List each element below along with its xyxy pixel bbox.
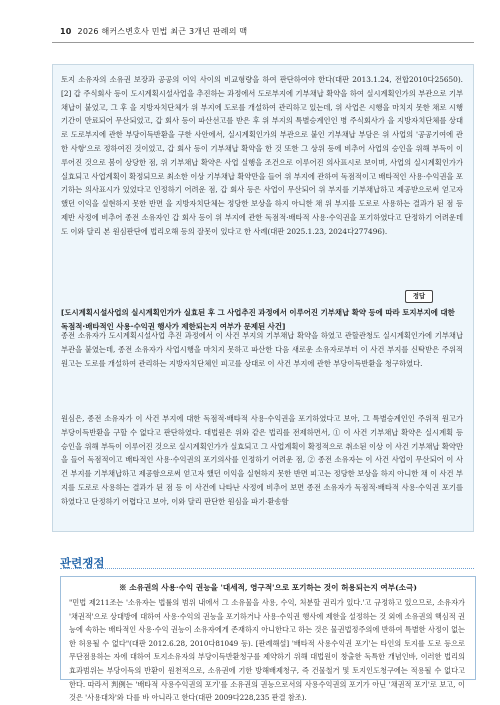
related-issue-box: [60, 576, 476, 703]
header-rule: [52, 42, 474, 43]
related-issue-body: "민법 제211조는 '소유자는 법률의 범위 내에서 그 소유물을 사용, 수익, 처분할 권리가 있다.'고 규정하고 있으므로, 소유자가 '채권적'으로 상대방에 대하여 사용·수익의 권능을 포기하거나 사용·수익권 행사에 제한을 설정하는 것 외에 소유권의 핵심적 권능에 속하는 배타적인 사용·수익 권능이 소유자에게 존재하지 아니한다고 하는 것은 물권법정주의에 반하여 특별한 사정이 없는 한 허용될 수 없다"(대판 2012.6.28, 2010다81049 등). [판례해설] '배타적 사용수익권 포기'는 타인의 토지를 도로 등으로 무단점용하는 자에 대하여 토지소유자의 부당이득반환청구를 제약하기 위해 대법원이 창출한 독특한 개념인바, 이러한 법리의 효과범위는 부당이득의 반환이 원천적으로, 소유권에 기한 방해배제청구, 즉 건물철거 및 토지인도청구에는 적용될 수 없다고 한다. 따라서 判例는 '배타적 사용수익권의 포기'를 소유권의 권능으로서의 사용수익권의 포기가 아닌 '채권적 포기'로 보고, 이것은 '사용대차'와 다를 바 아니라고 한다(대판 2009다228,235 판결 참조).: [69, 598, 465, 703]
answer-badge: 정답: [405, 290, 433, 303]
case-box: [52, 64, 474, 532]
running-header: [60, 26, 247, 37]
section-rule: [60, 568, 474, 569]
case-paragraph-3: 원심은, 종전 소유자가 이 사건 부지에 대한 독점적·배타적 사용·수익권을 포기하였다고 보아, 그 특별승계인인 주위적 원고가 부당이득반환을 구할 수 없다고 판단하였다. 대법원은 위와 같은 법리를 전제하면서, ① 이 사건 기부채납 확약은 실시계획 등 승인을 위해 부득이 이루어진 것으로 실시계획인가가 실효되고 그 사업계획이 확정적으로 취소된 이상 이 사건 기부채납 확약만을 들어 독점적이고 배타적인 사용·수익권의 포기의사를 인정하기 어려운 점, ② 종전 소유자는 이 사건 사업이 무산되어 이 사건 부지를 기부채납하고 제공함으로써 얻고자 했던 이익을 실현하지 못한 반면 피고는 정당한 보상을 하지 아니한 채 이 사건 부지를 도로로 사용하는 결과가 된 점 등 이 사건에 나타난 사정에 비추어 보면 종전 소유자가 독점적·배타적 사용·수익권 포기를 하였다고 단정하기 어렵다고 보아, 이와 달리 판단한 원심을 파기·환송함: [61, 414, 463, 506]
page-number: 10: [60, 27, 72, 36]
section-title: 관련쟁점: [60, 556, 105, 570]
related-issue-title: ※ 소유권의 사용·수익 권능을 '대세적, 영구적'으로 포기하는 것이 허용되는지 여부(소극): [119, 583, 417, 592]
case-heading: [도시계획시설사업의 실시계획인가가 실효된 후 그 사업추진 과정에서 이루어진 기부채납 확약 등에 따라 토지부지에 대한 독점적·배타적인 사용·수익권 행사가 제한되는지 여부가 문제된 사건]: [61, 308, 455, 331]
case-paragraph-1: 토지 소유자의 소유권 보장과 공공의 이익 사이의 비교형량을 하여 판단하여야 한다(대판 2013.1.24, 전합2010다25650). [2] 갑 주식회사 등이 도시계획시설사업을 추진하는 과정에서 도로부지에 기부채납 확약을 하여 실시계획인가의 부관으로 기부채납이 붙었고, 그 후 을 지방자치단체가 위 부지에 도로를 개설하여 관리하고 있는데, 위 사업은 시행을 마치지 못한 채로 시행 기간이 만료되어 무산되었고, 갑 회사 등이 파산선고를 받은 후 위 부지의 특별승계인인 병 주식회사가 을 지방자치단체를 상대로 도로부지에 관한 부당이득반환을 구한 사안에서, 실시계획인가의 부관으로 붙인 기부채납 부담은 위 사업의 '공공기여에 관한 사항'으로 정하여진 것이었고, 갑 회사 등이 기부채납 확약을 한 것 또한 그 상위 등에 비추어 사업의 승인을 위해 부득이 이루어진 것으로 봄이 상당한 점, 위 기부채납 확약은 사업 실행을 조건으로 이루어진 의사표시로 보이며, 사업의 실시계획인가가 실효되고 사업계획이 확정되므로 최소한 이상 기부채납 확약만을 들어 위 부지에 관하여 독점적이고 배타적인 사용·수익권을 포기하는 의사표시가 있었다고 인정하기 어려운 점, 갑 회사 등은 사업이 무산되어 위 부지를 기부채납하고 제공받으로써 얻고자 했던 이익을 실현하지 못한 반면 을 지방자치단체는 정당한 보상을 하지 아니한 채 위 부지를 도로로 사용하는 결과가 된 점 등 제반 사정에 비추어 종전 소유자인 갑 회사 등이 위 부지에 관한 독점적·배타적 사용·수익권을 포기하였다고 단정하기 어려운데도 이와 달리 본 원심판단에 법리오해 등의 잘못이 있다고 한 사례(대판 2025.1.23, 2024다277496).: [61, 75, 463, 236]
running-title: 2026 해커스변호사 민법 최근 3개년 판례의 맥: [77, 27, 248, 36]
case-paragraph-2: 종전 소유자가 도시계획시설사업 추진 과정에서 이 사건 부지의 기부채납 확약을 하였고 관할관청도 실시계획인가에 기부채납 부관을 붙였는데, 종전 소유자가 사업시행을 마치지 못하고 파산한 다음 새로운 소유자로부터 이 사건 부지를 신탁받은 주위적 원고는 도로를 개설하여 관리하는 지방자치단체인 피고를 상대로 이 사건 부지에 관한 부당이득반환을 청구하였다.: [61, 331, 463, 368]
